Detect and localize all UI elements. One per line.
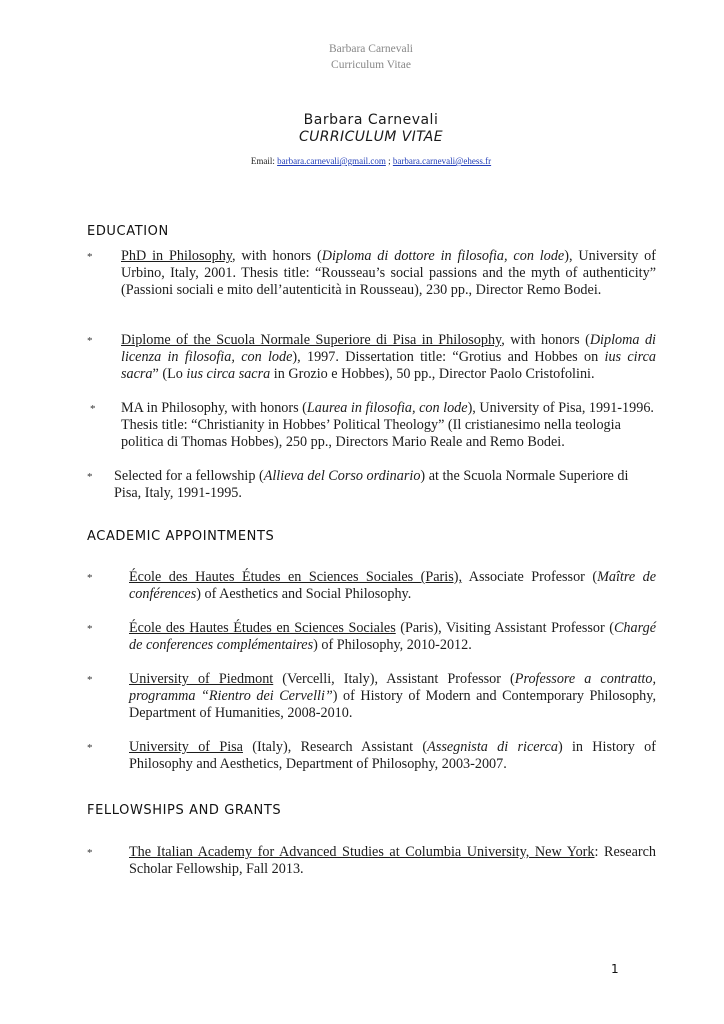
fellowship-entry-columbia: The Italian Academy for Advanced Studies at Columbia University, New York: Research Scholar Fellowship, Fall 2013. xyxy=(129,844,657,878)
email-link-gmail[interactable]: barbara.carnevali@gmail.com xyxy=(277,156,386,166)
bullet-marker: * xyxy=(87,847,93,859)
bullet-marker: * xyxy=(87,742,93,754)
appointment-entry-ehess-visiting: École des Hautes Études en Sciences Sociales (Paris), Visiting Assistant Professor (Chargé de conferences complémentaires) of Philosophy, 2010-2012. xyxy=(129,620,656,654)
bullet-marker: * xyxy=(87,471,93,483)
author-name: Barbara Carnevali xyxy=(303,112,439,128)
bullet-marker: * xyxy=(87,623,93,635)
bullet-marker: * xyxy=(87,335,93,347)
document-title xyxy=(0,112,724,146)
section-heading-fellowships: FELLOWSHIPS AND GRANTS xyxy=(87,803,282,818)
education-entry-phd: PhD in Philosophy, with honors (Diploma di dottore in filosofia, con lode), University of Urbino, Italy, 2001. Thesis title: “Rousseau’s social passions and the myth of authenticity” (Passioni sociali e mito dell’autenticità in Rousseau), 230 pp., Director Remo Bodei. xyxy=(121,248,656,299)
education-entry-diplome: Diplome of the Scuola Normale Superiore di Pisa in Philosophy, with honors (Diploma di licenza in filosofia, con lode), 1997. Dissertation title: “Grotius and Hobbes on ius circa sacra” (Lo ius circa sacra in Grozio e Hobbes), 50 pp., Director Paolo Cristofolini. xyxy=(121,332,657,383)
running-head xyxy=(0,41,724,73)
bullet-marker: * xyxy=(87,251,93,263)
running-head-title: Curriculum Vitae xyxy=(331,59,411,71)
education-entry-ma: MA in Philosophy, with honors (Laurea in filosofia, con lode), University of Pisa, 1991-1996. Thesis title: “Christianity in Hobbes’ Political Theology” (Il cristianesimo nella teologia politica di Thomas Hobbes), 250 pp., Directors Mario Reale and Remo Bodei. xyxy=(121,400,654,451)
bullet-marker: * xyxy=(87,572,93,584)
appointment-entry-pisa: University of Pisa (Italy), Research Assistant (Assegnista di ricerca) in History of Philosophy and Aesthetics, Department of Philosophy, 2003-2007. xyxy=(129,739,656,773)
section-heading-appointments: ACADEMIC APPOINTMENTS xyxy=(87,529,275,544)
appointment-entry-ehess-associate: École des Hautes Études en Sciences Sociales (Paris), Associate Professor (Maître de conférences) of Aesthetics and Social Philosophy. xyxy=(129,569,656,603)
appointment-entry-piedmont: University of Piedmont (Vercelli, Italy), Assistant Professor (Professore a contratto, programma “Rientro dei Cervelli”) of History of Modern and Contemporary Philosophy, Department of Humanities, 2008-2010. xyxy=(129,671,656,722)
bullet-marker: * xyxy=(90,403,96,415)
email-separator: ; xyxy=(385,156,393,166)
document-subtitle: CURRICULUM VITAE xyxy=(298,129,443,145)
contact-line xyxy=(0,156,724,166)
running-head-name: Barbara Carnevali xyxy=(329,43,413,55)
email-label: Email: xyxy=(250,156,275,166)
section-heading-education: EDUCATION xyxy=(87,224,169,239)
education-entry-fellowship: Selected for a fellowship (Allieva del Corso ordinario) at the Scuola Normale Superiore di Pisa, Italy, 1991-1995. xyxy=(114,468,629,502)
bullet-marker: * xyxy=(87,674,93,686)
page-number: 1 xyxy=(611,962,619,976)
email-link-ehess[interactable]: barbara.carnevali@ehess.fr xyxy=(392,156,492,166)
